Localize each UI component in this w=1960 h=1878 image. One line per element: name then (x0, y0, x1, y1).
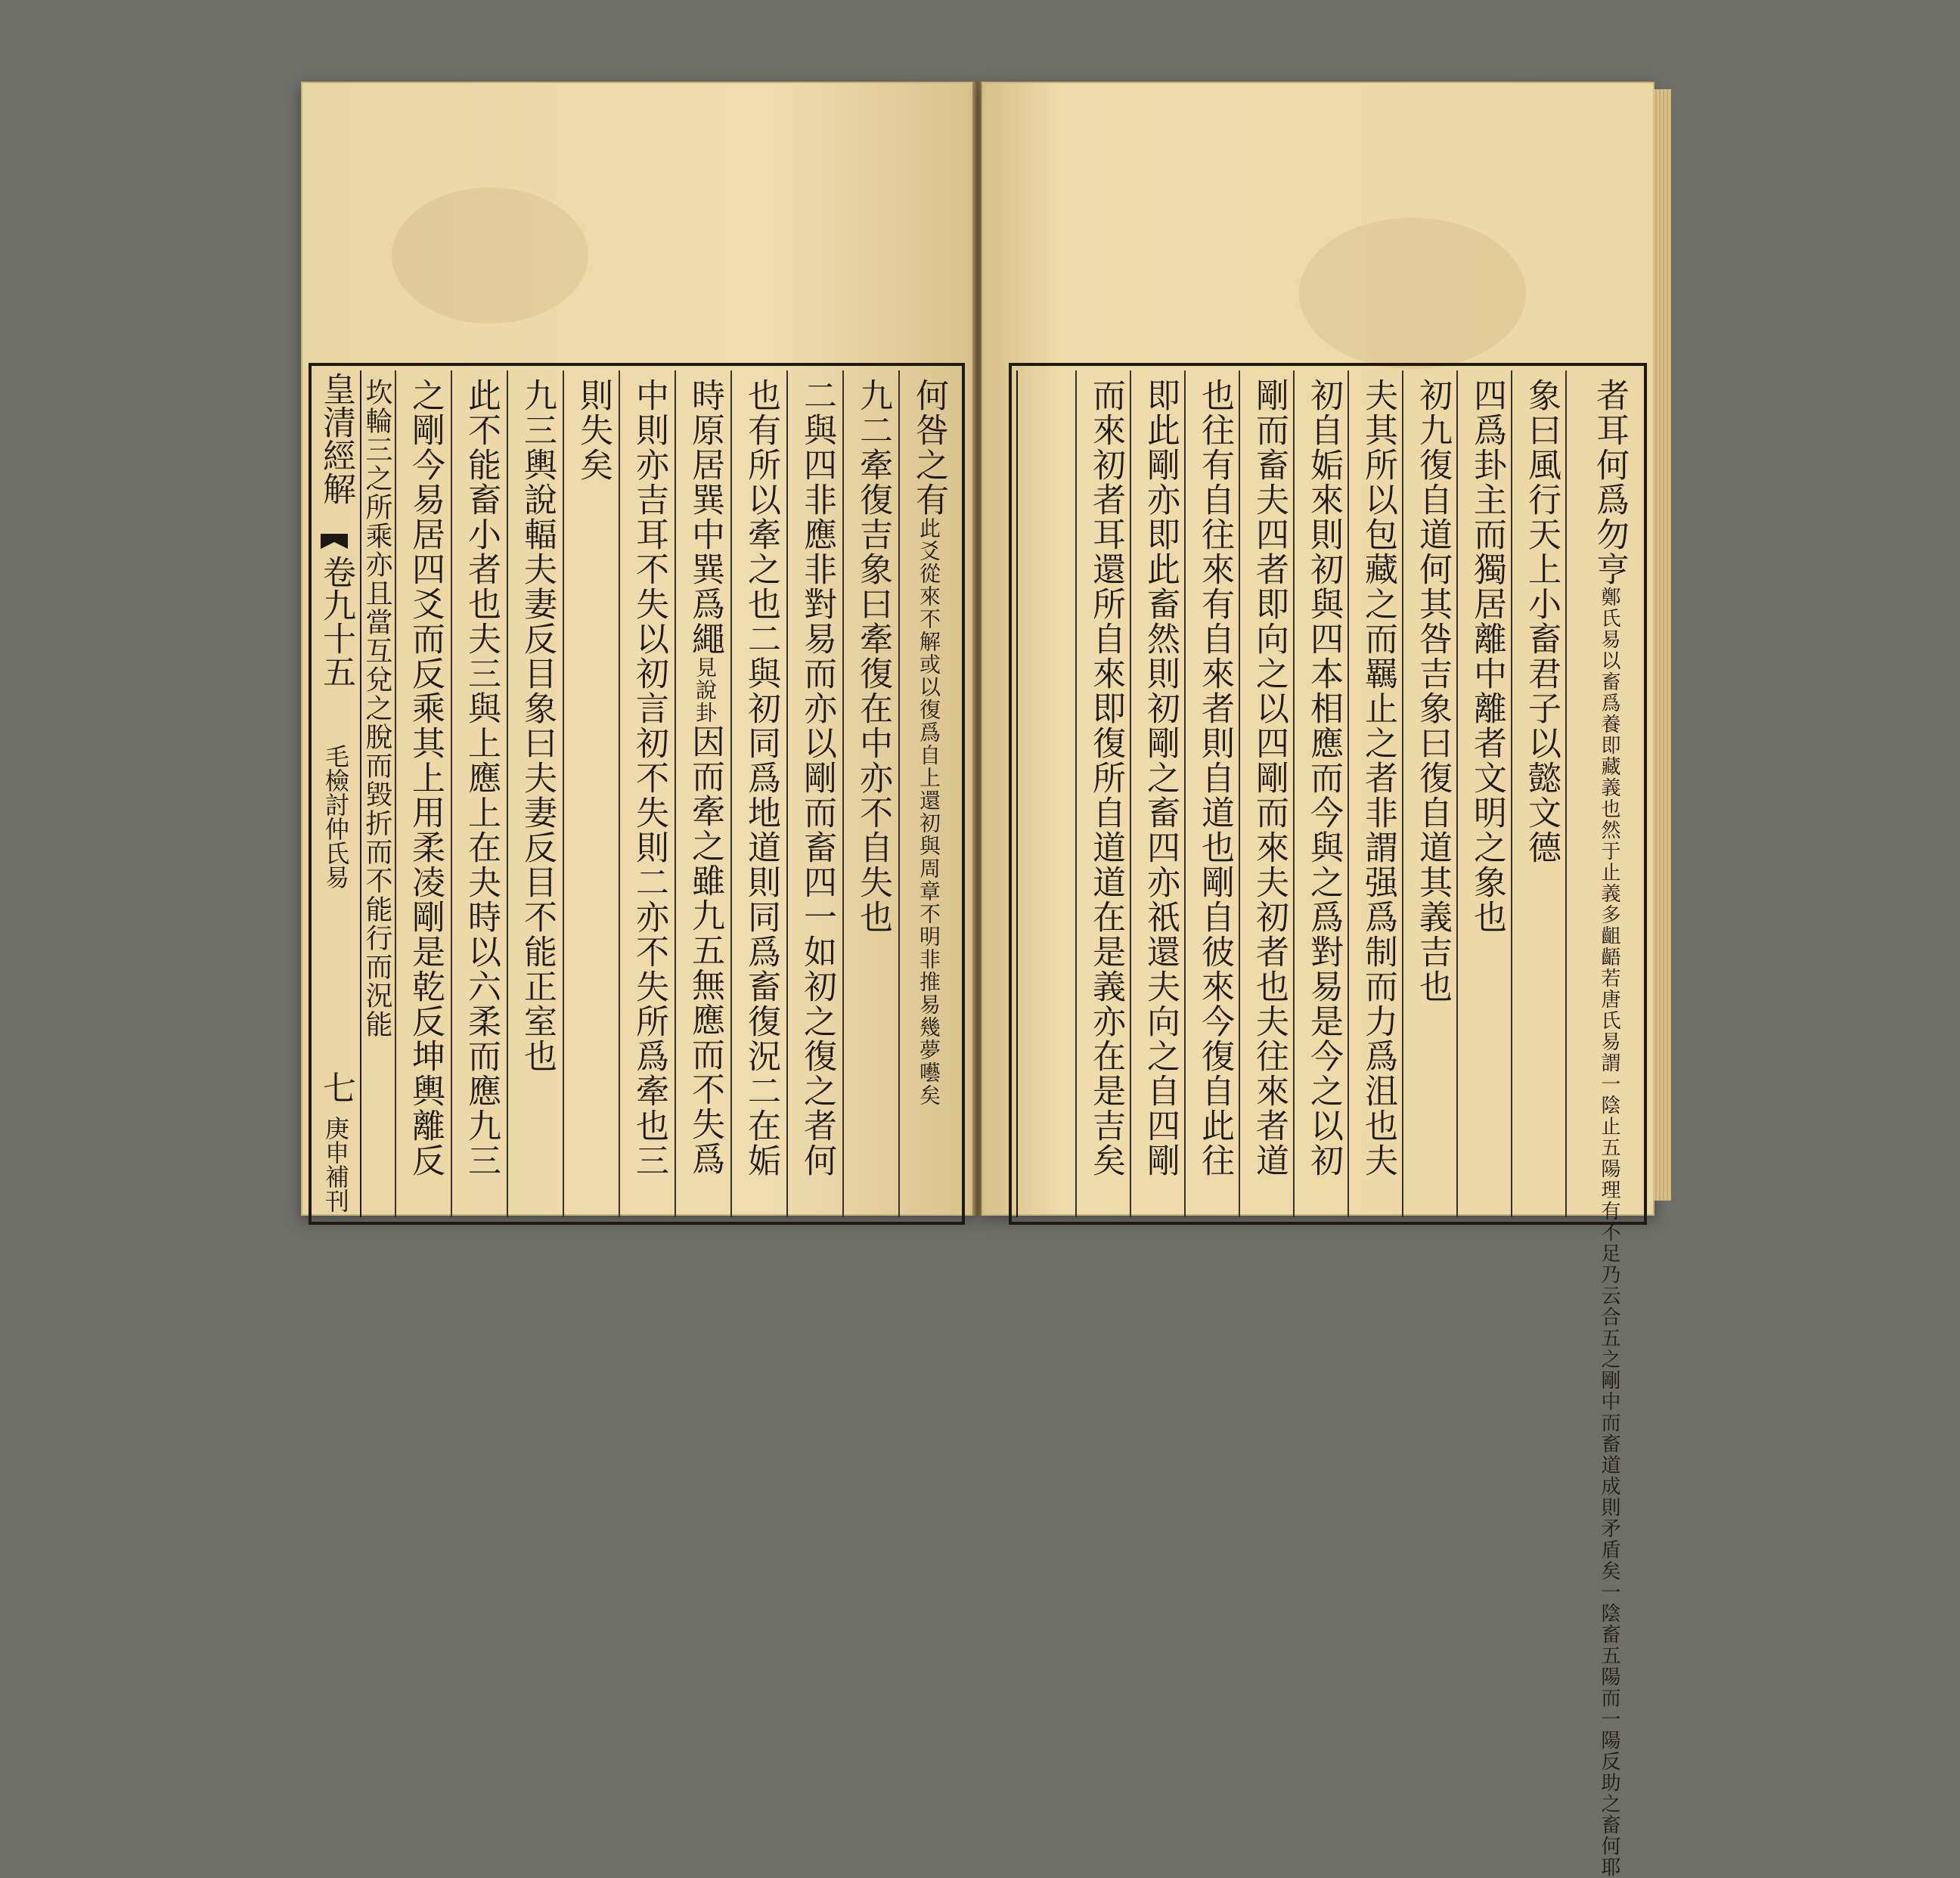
column-rule (1456, 370, 1458, 1217)
text-column: 之剛今易居四爻而反乘其上用柔凌剛是乾反坤輿離反 (406, 378, 445, 1178)
column-rule (507, 370, 508, 1217)
interlinear-note: 鄭氏易以畜爲養即藏義也然于止義多齟齬若唐氏易謂一陰止五陽理有不足乃云合五之剛中而畜道成則矛盾矣一陰畜五陽而一陽反助之畜何耶 (1598, 587, 1620, 1878)
left-text-frame (309, 363, 965, 1225)
text-column: 象曰風行天上小畜君子以懿文德 (1522, 378, 1561, 865)
text-column: 九三輿說輻夫妻反目象曰夫妻反目不能正室也 (518, 378, 557, 1074)
text-column: 坎輪三之所乘亦且當互兌之脫而毀折而不能行而況能 (361, 378, 392, 1039)
text-column: 而來初者耳還所自來即復所自道道在是義亦在是吉矣 (1087, 378, 1125, 1178)
right-page (982, 82, 1655, 1878)
column-rule (898, 370, 900, 1217)
interlinear-note: 此爻從來不解或以復爲自上還初與周章不明非推易幾夢囈矣 (916, 517, 941, 1107)
frame-inner-rule (1016, 370, 1018, 1217)
text-column (909, 378, 948, 1107)
fishtail-mark (321, 534, 348, 549)
text-column: 則失矣 (574, 378, 612, 482)
column-rule (786, 370, 788, 1217)
column-rule (1184, 370, 1186, 1217)
text-column: 此不能畜小者也夫三與上應上在夬時以六柔而應九三 (462, 378, 501, 1178)
column-rule (730, 370, 732, 1217)
column-rule (1565, 370, 1567, 1217)
paper-stain (392, 187, 588, 324)
column-rule (619, 370, 620, 1217)
column-rule (1239, 370, 1240, 1217)
column-rule (1402, 370, 1403, 1217)
margin-edition: 庚申補刊 (321, 1116, 350, 1213)
column-rule (1293, 370, 1295, 1217)
left-page (301, 82, 974, 1216)
column-text: 何咎之有 (910, 378, 948, 517)
column-rule (1511, 370, 1512, 1217)
column-rule (1075, 370, 1077, 1217)
column-text: 時原居巽中巽爲繩 (686, 378, 724, 656)
text-column: 九二牽復吉象曰牽復在中亦不自失也 (854, 378, 892, 934)
text-column: 即此剛亦即此畜然則初剛之畜四亦祇還夫向之自四剛 (1141, 378, 1180, 1178)
margin-author-title: 毛檢討仲氏易 (321, 744, 350, 889)
right-text-frame (1009, 363, 1647, 1878)
text-column: 也往有自往來有自來者則自道也剛自彼來今復自此往 (1196, 378, 1234, 1178)
margin-book-title: 皇清經解 (317, 372, 355, 505)
text-column: 中則亦吉耳不失以初言初不失則二亦不失所爲牽也三 (630, 378, 668, 1178)
interlinear-note: 見說卦 (693, 656, 718, 724)
text-column: 也有所以牽之也二與初同爲地道則同爲畜復況二在姤 (742, 378, 780, 1178)
column-text: 因而牽之雖九五無應而不失爲 (686, 724, 724, 1176)
text-column: 初自姤來則初與四本相應而今與之爲對易是今之以初 (1304, 378, 1343, 1178)
column-rule (1130, 370, 1131, 1217)
margin-page-number: 七 (317, 1071, 355, 1104)
column-rule (842, 370, 844, 1217)
column-rule (563, 370, 564, 1217)
paper-stain (1299, 218, 1526, 369)
text-column: 夫其所以包藏之而羈止之者非謂强爲制而力爲沮也夫 (1359, 378, 1397, 1178)
text-column: 初九復自道何其咎吉象曰復自道其義吉也 (1413, 378, 1452, 1004)
text-column (1576, 378, 1629, 1878)
text-column: 二與四非應非對易而亦以剛而畜四一如初之復之者何 (798, 378, 836, 1178)
margin-volume: 卷九十五 (317, 555, 355, 688)
text-column: 四爲卦主而獨居離中離者文明之象也 (1468, 378, 1506, 934)
text-column: 剛而畜夫四者即向之以四剛而來夫初者也夫往來者道 (1250, 378, 1289, 1178)
page-fore-edge (1653, 89, 1671, 1201)
text-column (685, 378, 724, 1176)
column-rule (451, 370, 452, 1217)
column-rule (395, 370, 396, 1217)
column-text: 者耳何爲勿亨 (1590, 378, 1629, 587)
column-rule (675, 370, 676, 1217)
column-rule (1348, 370, 1349, 1217)
